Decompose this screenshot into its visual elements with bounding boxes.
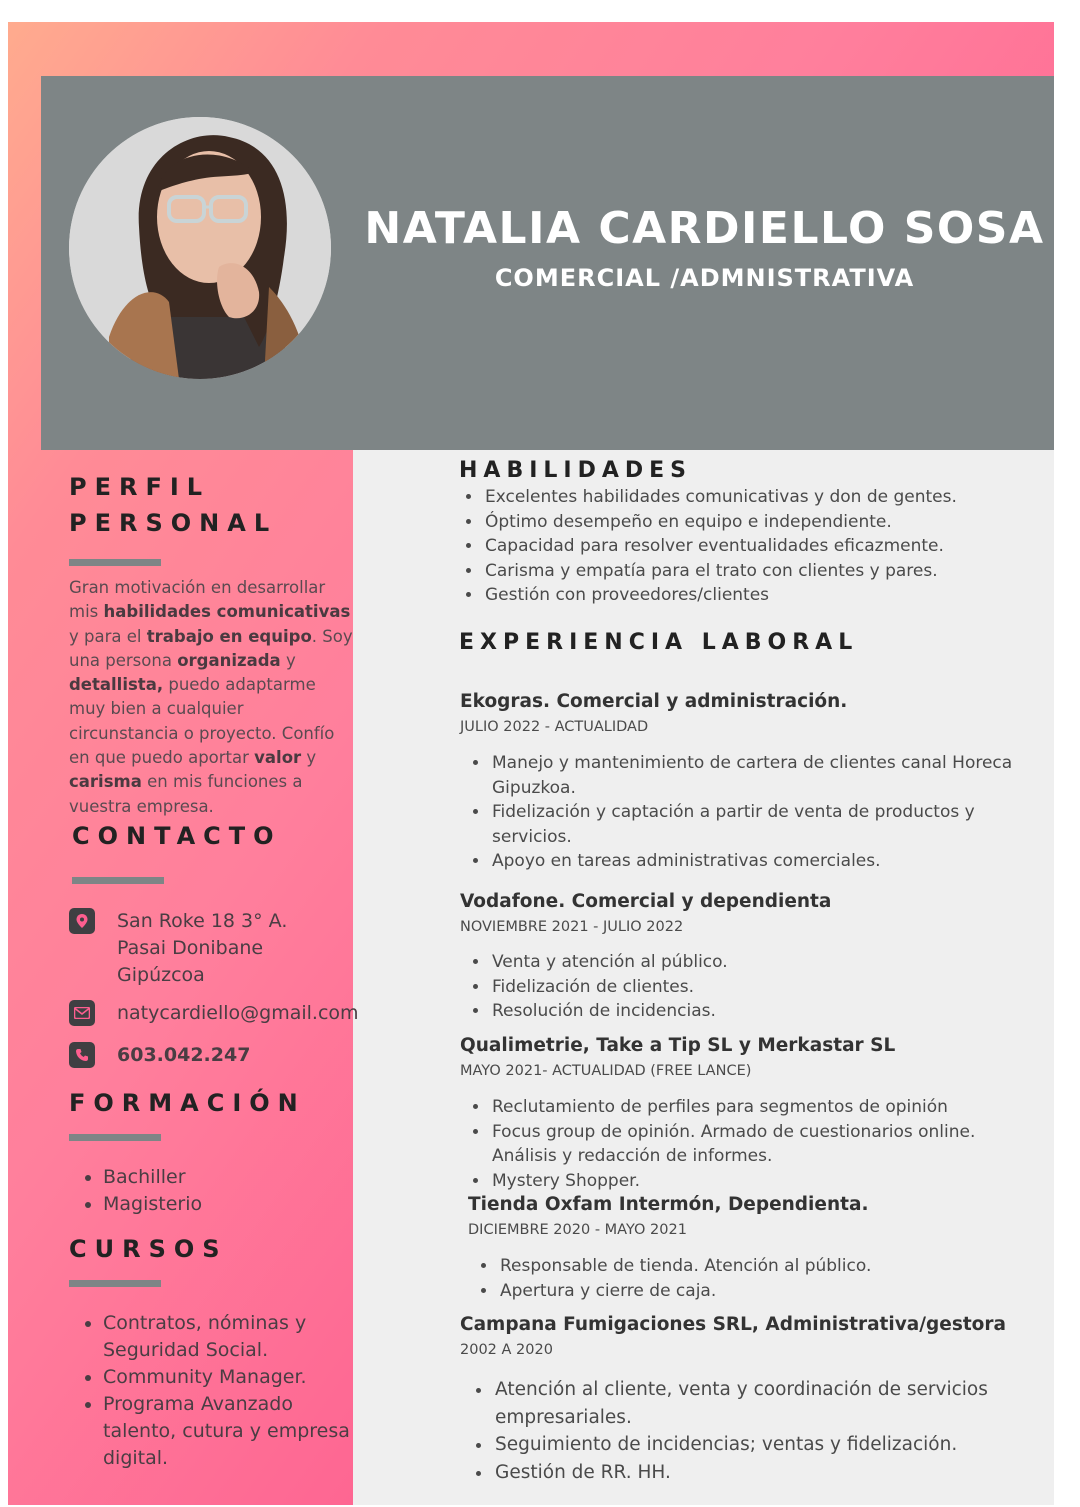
- contact-heading: CONTACTO: [72, 822, 282, 850]
- job-duties: [468, 751, 1015, 874]
- job-duty: • Mystery Shopper.: [490, 1169, 1015, 1194]
- job-duty: • Manejo y mantenimiento de cartera de clientes canal Horeca Gipuzkoa.: [490, 751, 1015, 800]
- address-text: [117, 908, 287, 989]
- job-duty: • Atención al cliente, venta y coordinación de servicios empresariales.: [493, 1376, 1023, 1431]
- education-item: • Magisterio: [103, 1191, 202, 1218]
- profile-highlight: carisma: [69, 772, 142, 792]
- course-item: • Contratos, nóminas y Seguridad Social.: [103, 1310, 358, 1364]
- profile-heading-line: PERSONAL: [69, 509, 278, 537]
- profile-highlight: valor: [254, 748, 302, 768]
- profile-highlight: trabajo en equipo: [146, 626, 312, 646]
- profile-text: Gran motivación en desarrollar mis: [69, 578, 326, 622]
- profile-text: puedo adaptarme muy bien a cualquier circunstancia o proyecto. Confío en que puedo aportar: [69, 675, 335, 768]
- experience-heading: EXPERIENCIA LABORAL: [459, 630, 859, 655]
- profile-highlight: detallista,: [69, 675, 164, 695]
- job-duty: • Venta y atención al público.: [490, 950, 1015, 975]
- contact-address: [69, 908, 287, 989]
- profile-photo: [69, 117, 331, 379]
- profile-summary: [69, 576, 354, 819]
- job-duty: • Focus group de opinión. Armado de cuestionarios online. Análisis y redacción de informes.: [490, 1120, 1015, 1169]
- profile-text: y: [280, 650, 296, 670]
- job-duty: • Responsable de tienda. Atención al público.: [498, 1254, 1018, 1279]
- job-duty: • Seguimiento de incidencias; ventas y fidelización.: [493, 1431, 1023, 1459]
- course-item: • Programa Avanzado talento, cutura y empresa digital.: [103, 1391, 358, 1472]
- job-title: Qualimetrie, Take a Tip SL y Merkastar SL: [460, 1035, 896, 1056]
- courses-list: [81, 1310, 358, 1472]
- courses-divider: [69, 1280, 161, 1287]
- phone-text[interactable]: 603.042.247: [117, 1044, 251, 1066]
- phone-icon: [69, 1042, 95, 1068]
- skills-heading: HABILIDADES: [459, 458, 693, 483]
- job-duty: • Fidelización y captación a partir de venta de productos y servicios.: [490, 800, 1015, 849]
- address-line: San Roke 18 3° A.: [117, 910, 288, 932]
- contact-divider: [72, 877, 164, 884]
- profile-divider: [69, 559, 161, 566]
- courses-heading: CURSOS: [69, 1235, 228, 1263]
- profile-highlight: habilidades comunicativas: [103, 602, 351, 622]
- job-dates: DICIEMBRE 2020 - MAYO 2021: [468, 1222, 687, 1238]
- profile-text: . Soy una persona: [69, 626, 353, 670]
- profile-heading: [69, 469, 277, 541]
- job-dates: MAYO 2021- ACTUALIDAD (FREE LANCE): [460, 1063, 752, 1079]
- job-duties: [476, 1254, 1018, 1303]
- job-duty: • Reclutamiento de perfiles para segmentos de opinión: [490, 1095, 1015, 1120]
- skills-list: [461, 485, 1043, 608]
- education-heading: FORMACIÓN: [69, 1089, 306, 1117]
- profile-highlight: organizada: [177, 650, 281, 670]
- job-title: Vodafone. Comercial y dependienta: [460, 891, 832, 912]
- course-item: • Community Manager.: [103, 1364, 358, 1391]
- skill-item: • Óptimo desempeño en equipo e independiente.: [483, 510, 1043, 535]
- profile-text: y: [301, 748, 317, 768]
- job-duties: [468, 1095, 1015, 1193]
- skill-item: • Excelentes habilidades comunicativas y don de gentes.: [483, 485, 1043, 510]
- candidate-role: COMERCIAL /ADMNISTRATIVA: [494, 264, 915, 292]
- education-list: [81, 1164, 202, 1218]
- profile-text: en mis funciones a vuestra empresa.: [69, 772, 303, 816]
- email-icon: [69, 1000, 95, 1026]
- skill-item: • Carisma y empatía para el trato con clientes y pares.: [483, 559, 1043, 584]
- job-duty: • Fidelización de clientes.: [490, 975, 1015, 1000]
- contact-email[interactable]: [69, 1000, 359, 1027]
- address-line: Pasai Donibane: [117, 937, 264, 959]
- job-dates: NOVIEMBRE 2021 - JULIO 2022: [460, 919, 684, 935]
- education-item: • Bachiller: [103, 1164, 202, 1191]
- profile-text: y para el: [69, 626, 147, 646]
- location-pin-icon: [69, 908, 95, 934]
- job-duty: • Apoyo en tareas administrativas comerciales.: [490, 849, 1015, 874]
- profile-photo-illustration: [69, 117, 331, 379]
- education-divider: [69, 1134, 161, 1141]
- job-dates: 2002 A 2020: [460, 1342, 553, 1358]
- job-duty: • Apertura y cierre de caja.: [498, 1279, 1018, 1304]
- address-line: Gipúzcoa: [117, 964, 205, 986]
- skill-item: • Gestión con proveedores/clientes: [483, 583, 1043, 608]
- skill-item: • Capacidad para resolver eventualidades eficazmente.: [483, 534, 1043, 559]
- job-title: Campana Fumigaciones SRL, Administrativa/gestora: [460, 1314, 1007, 1335]
- job-duty: • Gestión de RR. HH.: [493, 1459, 1023, 1487]
- job-duties: [468, 950, 1015, 1024]
- email-text[interactable]: natycardiello@gmail.com: [117, 1002, 359, 1024]
- job-dates: JULIO 2022 - ACTUALIDAD: [460, 719, 649, 735]
- job-title: Tienda Oxfam Intermón, Dependienta.: [468, 1194, 869, 1215]
- candidate-name: NATALIA CARDIELLO SOSA: [364, 203, 1045, 254]
- profile-heading-line: PERFIL: [69, 473, 211, 501]
- contact-phone[interactable]: [69, 1042, 250, 1069]
- job-title: Ekogras. Comercial y administración.: [460, 691, 848, 712]
- job-duties: [471, 1376, 1023, 1486]
- job-duty: • Resolución de incidencias.: [490, 999, 1015, 1024]
